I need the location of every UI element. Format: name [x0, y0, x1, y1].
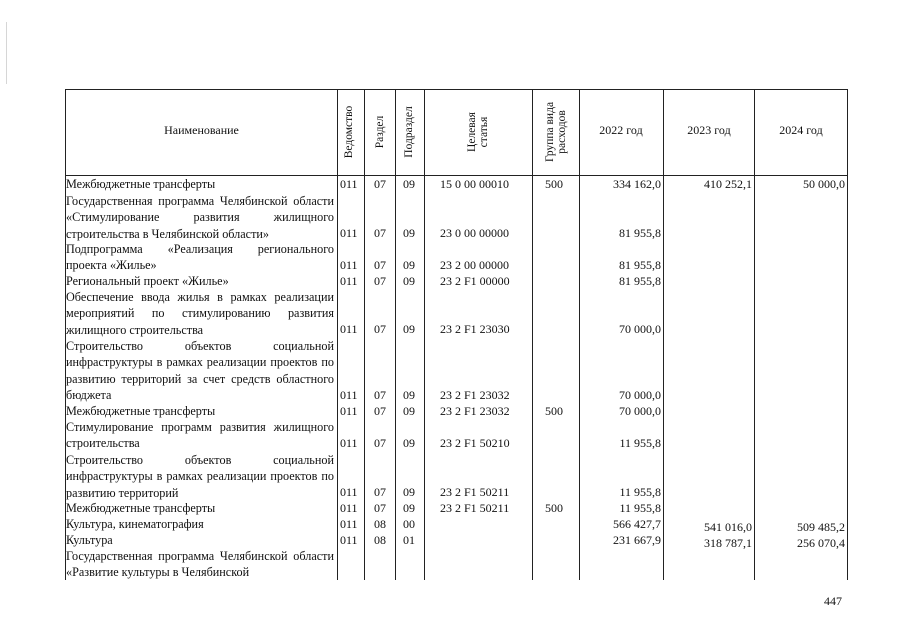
row-ved: 011: [340, 226, 358, 240]
row-podr: 00: [403, 517, 415, 531]
row-razdel: 07: [374, 501, 386, 515]
row-2022: 11 955,8: [619, 485, 661, 499]
row-podr: 09: [403, 404, 415, 418]
row-2022: 81 955,8: [619, 274, 661, 288]
header-group: [544, 102, 568, 162]
row-name: Межбюджетные трансферты: [66, 177, 216, 191]
row-podr: 09: [403, 485, 415, 499]
row-podr: 09: [403, 177, 415, 191]
header-razdel: Раздел: [374, 115, 386, 149]
row-2024: 509 485,2: [797, 520, 845, 534]
header-2024: 2024 год: [779, 123, 823, 137]
row-podr: 09: [403, 501, 415, 515]
row-podr: 01: [403, 533, 415, 547]
row-name: Подпрограмма «Реализация регионального проекта «Жилье»: [66, 242, 334, 273]
row-2022: 334 162,0: [613, 177, 661, 191]
row-name: Строительство объектов социальной инфраструктуры в рамках реализации проектов по развитию территорий за счет средств областного бюджета: [66, 339, 334, 402]
col-line: [337, 89, 338, 580]
header-target: [466, 112, 490, 152]
row-ved: 011: [340, 404, 358, 418]
row-2022: 566 427,7: [613, 517, 661, 531]
row-2022: 231 667,9: [613, 533, 661, 547]
row-name: Региональный проект «Жилье»: [66, 274, 229, 288]
row-name: Государственная программа Челябинской области «Стимулирование развития жилищного строительства в Челябинской области»: [66, 194, 334, 241]
row-ved: 011: [340, 485, 358, 499]
row-podr: 09: [403, 258, 415, 272]
row-podr: 09: [403, 322, 415, 336]
col-line: [424, 89, 425, 580]
row-target: 23 0 00 00000: [440, 226, 509, 240]
col-line: [532, 89, 533, 580]
row-name: Государственная программа Челябинской области «Развитие культуры в Челябинской: [66, 549, 334, 580]
row-name: Культура: [66, 533, 113, 547]
row-target: 23 2 F1 50211: [440, 501, 510, 515]
row-podr: 09: [403, 436, 415, 450]
row-target: 23 2 F1 00000: [440, 274, 510, 288]
row-podr: 09: [403, 226, 415, 240]
row-razdel: 07: [374, 388, 386, 402]
header-name: Наименование: [164, 123, 239, 137]
binding-mark: [6, 22, 7, 84]
row-2022: 11 955,8: [619, 501, 661, 515]
row-2024: 256 070,4: [797, 536, 845, 550]
row-ved: 011: [340, 388, 358, 402]
row-ved: 011: [340, 436, 358, 450]
row-razdel: 07: [374, 485, 386, 499]
row-group: 500: [545, 501, 563, 515]
col-line: [754, 89, 755, 580]
row-2023: 541 016,0: [704, 520, 752, 534]
row-podr: 09: [403, 388, 415, 402]
row-2024: 50 000,0: [803, 177, 845, 191]
row-razdel: 07: [374, 404, 386, 418]
row-target: 23 2 00 00000: [440, 258, 509, 272]
row-2022: 70 000,0: [619, 404, 661, 418]
header-target-line1: Целевая: [466, 112, 478, 152]
row-ved: 011: [340, 274, 358, 288]
row-name: Межбюджетные трансферты: [66, 404, 216, 418]
row-razdel: 07: [374, 177, 386, 191]
row-ved: 011: [340, 258, 358, 272]
row-group: 500: [545, 177, 563, 191]
row-2022: 70 000,0: [619, 388, 661, 402]
header-group-line2: расходов: [556, 110, 568, 154]
row-2023: 318 787,1: [704, 536, 752, 550]
row-target: 23 2 F1 50210: [440, 436, 510, 450]
header-target-line2: статья: [478, 116, 490, 148]
row-razdel: 07: [374, 322, 386, 336]
page-number: 447: [824, 594, 842, 608]
row-name: Обеспечение ввода жилья в рамках реализации мероприятий по стимулированию развития жилищного строительства: [66, 290, 334, 337]
row-2023: 410 252,1: [704, 177, 752, 191]
col-line: [663, 89, 664, 580]
header-podrazdel: Подраздел: [403, 106, 415, 158]
row-name: Строительство объектов социальной инфраструктуры в рамках реализации проектов по развитию территорий: [66, 453, 334, 500]
row-2022: 81 955,8: [619, 226, 661, 240]
row-target: 23 2 F1 50211: [440, 485, 510, 499]
row-target: 23 2 F1 23032: [440, 404, 510, 418]
header-group-line1: Группа вида: [544, 101, 556, 163]
row-razdel: 07: [374, 258, 386, 272]
row-target: 23 2 F1 23030: [440, 322, 510, 336]
row-group: 500: [545, 404, 563, 418]
row-ved: 011: [340, 517, 358, 531]
row-razdel: 07: [374, 226, 386, 240]
row-ved: 011: [340, 177, 358, 191]
header-vedomstvo: Ведомство: [343, 105, 355, 159]
row-ved: 011: [340, 501, 358, 515]
row-target: 23 2 F1 23032: [440, 388, 510, 402]
row-razdel: 07: [374, 274, 386, 288]
row-ved: 011: [340, 533, 358, 547]
row-name: Межбюджетные трансферты: [66, 501, 216, 515]
row-ved: 011: [340, 322, 358, 336]
row-target: 15 0 00 00010: [440, 177, 509, 191]
col-line: [395, 89, 396, 580]
row-razdel: 08: [374, 517, 386, 531]
row-name: Культура, кинематография: [66, 517, 204, 531]
row-2022: 70 000,0: [619, 322, 661, 336]
row-2022: 81 955,8: [619, 258, 661, 272]
row-podr: 09: [403, 274, 415, 288]
row-razdel: 07: [374, 436, 386, 450]
header-2023: 2023 год: [687, 123, 731, 137]
header-2022: 2022 год: [599, 123, 643, 137]
row-name: Стимулирование программ развития жилищного строительства: [66, 420, 334, 451]
row-razdel: 08: [374, 533, 386, 547]
col-line: [847, 89, 848, 580]
row-2022: 11 955,8: [619, 436, 661, 450]
col-line: [364, 89, 365, 580]
